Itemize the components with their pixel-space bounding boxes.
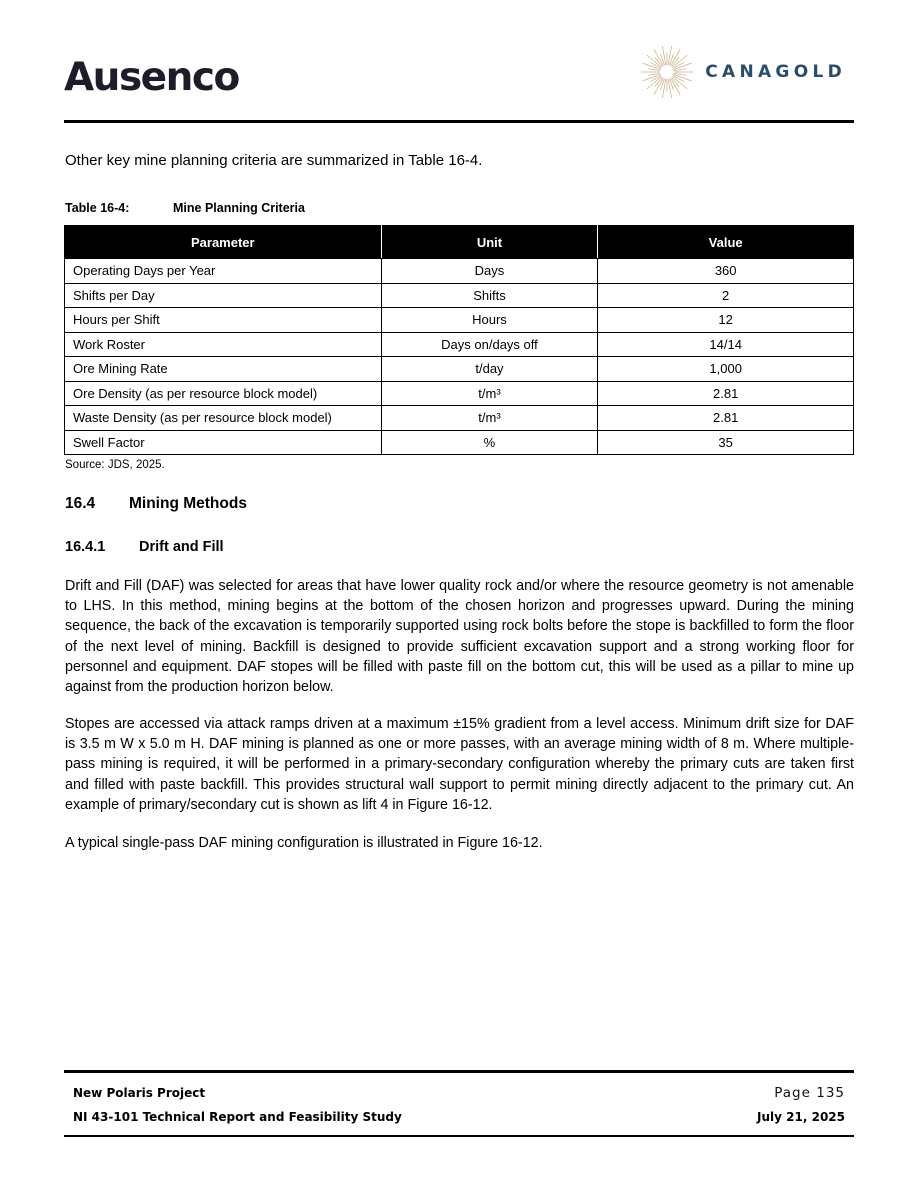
- header-parameter: Parameter: [65, 226, 382, 259]
- subsection-heading: [65, 539, 224, 555]
- footer-page-number: Page 135: [774, 1085, 845, 1101]
- cell-unit: t/m³: [381, 381, 598, 406]
- cell-parameter: Hours per Shift: [65, 308, 382, 333]
- cell-parameter: Shifts per Day: [65, 283, 382, 308]
- sunburst-icon: [639, 40, 695, 104]
- table-row: [65, 283, 854, 308]
- table-header-row: [65, 226, 854, 259]
- header-value: Value: [598, 226, 854, 259]
- table-row: [65, 332, 854, 357]
- cell-unit: Days on/days off: [381, 332, 598, 357]
- ausenco-logo-text: Ausenco: [64, 55, 239, 100]
- cell-parameter: Waste Density (as per resource block model): [65, 406, 382, 431]
- table-row: [65, 406, 854, 431]
- intro-text: Other key mine planning criteria are summarized in Table 16-4.: [65, 152, 483, 169]
- table-row: [65, 357, 854, 382]
- cell-value: 2.81: [598, 406, 854, 431]
- cell-value: 360: [598, 259, 854, 284]
- ausenco-logo: [64, 56, 239, 100]
- canagold-logo: [639, 40, 846, 104]
- footer-rule-top: [64, 1070, 854, 1073]
- table-source: Source: JDS, 2025.: [65, 459, 165, 471]
- paragraph: Drift and Fill (DAF) was selected for areas that have lower quality rock and/or where the resource geometry is not amenable to LHS. In this method, mining begins at the bottom of the chosen horizon and progresses upward. During the mining sequence, the back of the excavation is temporarily supported using rock bolts before the stope is backfilled to form the floor of the next level of mining. Backfill is designed to provide sufficient excavation support and a strong working floor for personnel and equipment. DAF stopes will be filled with paste fill on the bottom cut, this will be used as a pillar to mine up against from the production horizon below.: [65, 578, 854, 696]
- cell-parameter: Ore Mining Rate: [65, 357, 382, 382]
- cell-value: 35: [598, 430, 854, 455]
- table-caption-title: Mine Planning Criteria: [173, 201, 305, 215]
- cell-unit: %: [381, 430, 598, 455]
- section-heading: [65, 495, 247, 513]
- header-rule: [64, 120, 854, 123]
- cell-parameter: Operating Days per Year: [65, 259, 382, 284]
- page-header: [64, 40, 854, 124]
- paragraph: Stopes are accessed via attack ramps driven at a maximum ±15% gradient from a level access. Minimum drift size for DAF is 3.5 m W x 5.0 m H. DAF mining is planned as one or more passes, with an average mining width of 8 m. Where multiple-pass mining is required, it will be performed in a primary-secondary configuration whereby the primary cuts are taken first and filled with paste backfill. This provides structural wall support to permit mining directly adjacent to the primary cut. An example of primary/secondary cut is shown as lift 4 in Figure 16-12.: [65, 716, 854, 813]
- footer-rule-bottom: [64, 1135, 854, 1137]
- canagold-logo-text: CANAGOLD: [705, 62, 846, 82]
- cell-unit: Hours: [381, 308, 598, 333]
- subsection-title: Drift and Fill: [139, 539, 224, 555]
- table-row: [65, 259, 854, 284]
- table-row: [65, 381, 854, 406]
- paragraph: A typical single-pass DAF mining configuration is illustrated in Figure 16-12.: [65, 835, 543, 851]
- cell-parameter: Work Roster: [65, 332, 382, 357]
- footer-date: July 21, 2025: [757, 1110, 845, 1124]
- table-caption: [65, 201, 305, 215]
- mine-planning-criteria-table: [64, 225, 854, 455]
- cell-unit: t/m³: [381, 406, 598, 431]
- table-caption-number: Table 16-4:: [65, 201, 130, 215]
- cell-parameter: Ore Density (as per resource block model): [65, 381, 382, 406]
- table-row: [65, 308, 854, 333]
- header-unit: Unit: [381, 226, 598, 259]
- subsection-number: 16.4.1: [65, 539, 106, 555]
- cell-parameter: Swell Factor: [65, 430, 382, 455]
- footer-report: NI 43-101 Technical Report and Feasibility Study: [73, 1110, 402, 1124]
- table-row: [65, 430, 854, 455]
- cell-unit: Days: [381, 259, 598, 284]
- section-title: Mining Methods: [129, 495, 247, 512]
- cell-value: 14/14: [598, 332, 854, 357]
- footer-project: New Polaris Project: [73, 1086, 206, 1100]
- cell-value: 12: [598, 308, 854, 333]
- cell-value: 2.81: [598, 381, 854, 406]
- cell-unit: t/day: [381, 357, 598, 382]
- cell-value: 1,000: [598, 357, 854, 382]
- cell-value: 2: [598, 283, 854, 308]
- cell-unit: Shifts: [381, 283, 598, 308]
- section-number: 16.4: [65, 495, 96, 512]
